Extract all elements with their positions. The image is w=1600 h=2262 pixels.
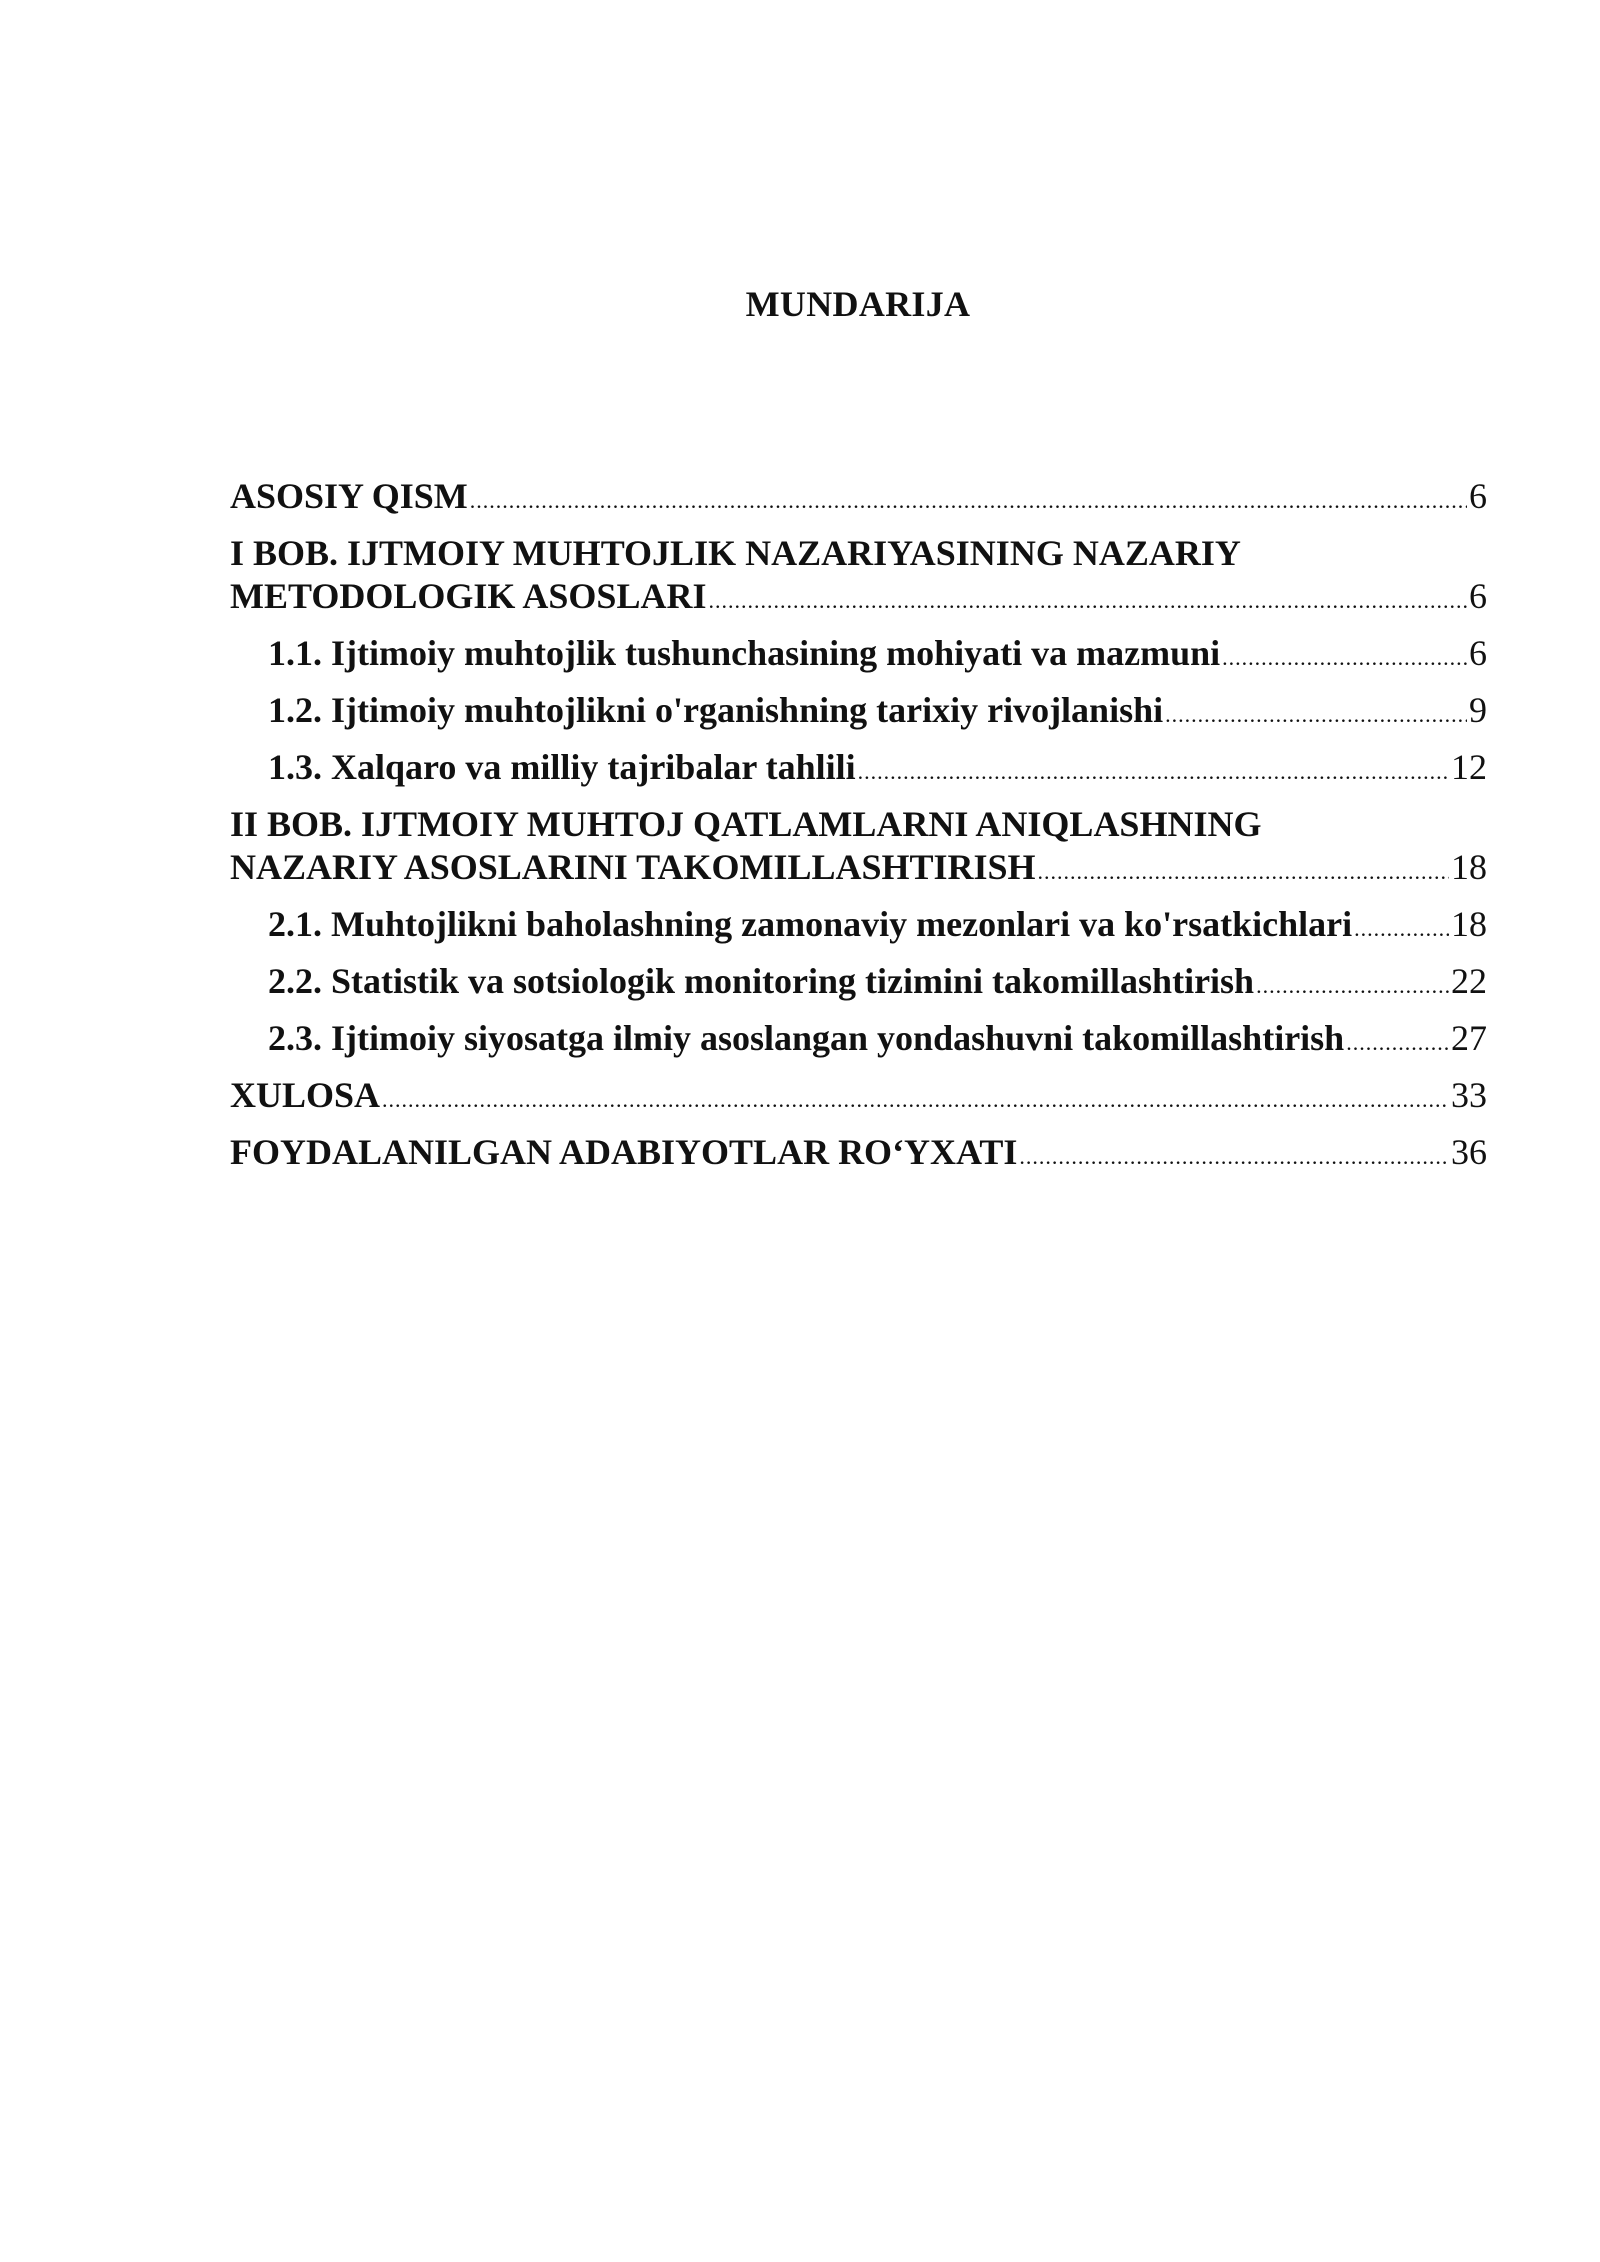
toc-entry-label-line2: NAZARIY ASOSLARINI TAKOMILLASHTIRISH <box>230 847 1036 887</box>
toc-entry-label-line2-row <box>230 846 1487 889</box>
toc-entry-2-1[interactable] <box>230 903 1487 946</box>
toc-dot-leader <box>382 1074 1449 1121</box>
toc-entry-label-line2: METODOLOGIK ASOSLARI <box>230 576 707 616</box>
toc-entry-1-1[interactable] <box>230 632 1487 675</box>
toc-dot-leader <box>470 475 1467 522</box>
toc-dot-leader <box>1038 846 1449 893</box>
toc-entry-label: 1.2. Ijtimoiy muhtojlikni o'rganishning tarixiy rivojlanishi <box>268 690 1164 730</box>
toc-page-number: 6 <box>1469 633 1487 673</box>
toc-dot-leader <box>1256 960 1449 1007</box>
toc-entry-adabiyotlar[interactable] <box>230 1131 1487 1174</box>
page-title: MUNDARIJA <box>745 284 971 324</box>
toc-page-number: 6 <box>1469 576 1487 616</box>
toc-entry-label-line2-row <box>230 575 1487 618</box>
toc-entry-label: FOYDALANILGAN ADABIYOTLAR RO‘YXATI <box>230 1132 1018 1172</box>
toc-dot-leader <box>858 746 1449 793</box>
toc-entry-bob-1[interactable] <box>230 532 1487 618</box>
toc-page-number: 27 <box>1451 1018 1487 1058</box>
toc-entry-1-2[interactable] <box>230 689 1487 732</box>
toc-entry-1-3[interactable] <box>230 746 1487 789</box>
toc-page-number: 33 <box>1451 1075 1487 1115</box>
toc-entry-label: 1.1. Ijtimoiy muhtojlik tushunchasining mohiyati va mazmuni <box>268 633 1221 673</box>
toc-entry-label: ASOSIY QISM <box>230 476 468 516</box>
toc-entry-label: 2.3. Ijtimoiy siyosatga ilmiy asoslangan yondashuvni takomillashtirish <box>268 1018 1345 1058</box>
toc-page-number: 18 <box>1451 847 1487 887</box>
toc-entry-label: 2.2. Statistik va sotsiologik monitoring tizimini takomillashtirish <box>268 961 1255 1001</box>
table-of-contents <box>230 475 1487 1188</box>
toc-entry-2-2[interactable] <box>230 960 1487 1003</box>
toc-page-number: 12 <box>1451 747 1487 787</box>
toc-entry-xulosa[interactable] <box>230 1074 1487 1117</box>
toc-entry-label-line1: I BOB. IJTMOIY MUHTOJLIK NAZARIYASINING NAZARIY <box>230 533 1241 573</box>
toc-dot-leader <box>1346 1017 1449 1064</box>
toc-page-number: 9 <box>1469 690 1487 730</box>
toc-entry-asosiy-qism[interactable] <box>230 475 1487 518</box>
toc-entry-label: 1.3. Xalqaro va milliy tajribalar tahlili <box>268 747 856 787</box>
toc-entry-bob-2[interactable] <box>230 803 1487 889</box>
toc-entry-2-3[interactable] <box>230 1017 1487 1060</box>
toc-entry-label: XULOSA <box>230 1075 381 1115</box>
toc-dot-leader <box>1354 903 1449 950</box>
toc-dot-leader <box>1019 1131 1449 1178</box>
toc-dot-leader <box>708 575 1467 622</box>
toc-page-number: 18 <box>1451 904 1487 944</box>
toc-entry-label: 2.1. Muhtojlikni baholashning zamonaviy mezonlari va ko'rsatkichlari <box>268 904 1353 944</box>
toc-dot-leader <box>1165 689 1467 736</box>
toc-page-number: 22 <box>1451 961 1487 1001</box>
toc-entry-label-line1: II BOB. IJTMOIY MUHTOJ QATLAMLARNI ANIQLASHNING <box>230 804 1262 844</box>
toc-page-number: 36 <box>1451 1132 1487 1172</box>
toc-page-number: 6 <box>1469 476 1487 516</box>
toc-dot-leader <box>1222 632 1467 679</box>
